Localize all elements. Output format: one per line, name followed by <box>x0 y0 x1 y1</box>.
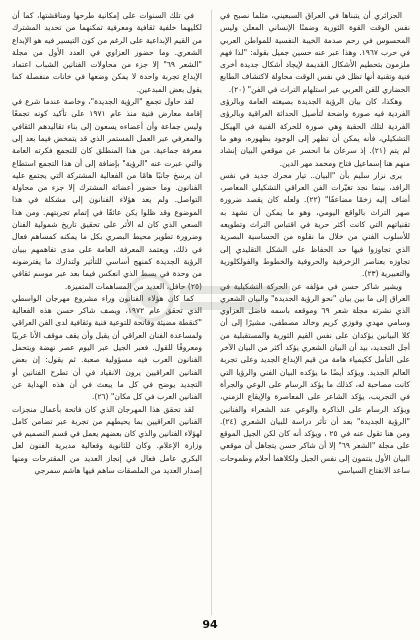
paragraph: لقد حاول تجمع "الرؤية الجديدة"، وخاصة عندما شرع في إقامة معارض فنية منذ عام ١٩٧١ على تأكيد كونه تجمعًا وليس جماعة وأن أعضاءه يسعون إلى بناء تقاليدهم الثقافي والمعرفي عبر العمل المستمر الذي قد يتمخض فيما بعد إلى معرفة جماعية. من هذا المنطلق كان للتجمع فكرته العامة والتي عبرت عنه "الرؤية" بإضافة إلى أن هذا التجمع استطاع ان يرسخ جانبًا هامًا من الفعالية المشتركة التي يجتمع عليه الفنانون. وما حضور أعضائه المشترك إلا جزء من محاولة التواصل. ولم يعد هؤلاء الفنانون إلى مشكلة في هذا الموضوع وقد ظلوا يكن عائقًا في إتمام تجربتهم. ومن هذا السعي الذي كان له الأثر على تحقيق تاريخ شمولية الفنان وضرورة تطوير محيط البصري بكل ما يمكنه كمساهم فعال في ذلك، ويعتمد المعرفة العامة على مدى تفاهمهم ببيان الرؤية الجديدة كمنهج أساسي للتأثير ولتدارك ما يفترضونه من وحدة في بسط الذي انعكس فيما بعد عبر موسم ثقافي (٢٥) حافل، العديد من المساهمات المتميزة. <box>12 97 202 291</box>
paragraph: الجزائري أن يتبناها في العراق السبعيني، مثلما نصبح في نفس الوقت القوة الثورية وضمنًا الإنساني المعلن وليس المحسوس في رحم صدمة الخيبة النفسية للمواطن العربي في حرب ١٩٦٧. وهذا عبر عنه حسين جميل بقوله: "لذا فهم ملزمون بتحطيم الأشكال القديمة لإيجاد أشكال جديدة أخرى فنية وتقنية أنها تظل في نفس الوقت محاولة لاكتشاف الطابع الحضاري للفن العربي عبر استلهام التراث في الفن" (٢٠). <box>220 11 410 94</box>
paragraph: وهكذا، كان بيان الرؤية الجديدة بصيغته العامة وبالرؤى الفردية فيه صورة واضحة لتأصيل الحداثة العراقية وبالرؤى الفردية لتلك الحقبة وهي صورة للحركة الفنية في الهيكل التشكيلي، فأنه يمكن أن تظهر إلى الوجود بظهوره، وهو ما لم يتم (٢١). إذ سرعان ما انحسر عن موقعي البيان إنشاد منهم هنا إسماعيل فتاح ومحمد مهر الدين. <box>220 97 410 168</box>
column-divider <box>211 10 212 615</box>
paragraph: لقد تحقق هذا المهرجان الذي كان فاتحة بأعمال منجزات الفنانين العراقيين بما يحيطهم من تجربة عبر تضامن كامل لهؤلاء الفنانين والذي كان بعضهم يعمل في قسم التصميم في وزارة الإعلام. وكان للثانوية وفعالية مديرية الفنون لعل البكري عامل فعال في إنجاز العديد من المقترحات ومنها إصدار العديد من الملصقات ساهم فيها هاشم سمرجي <box>12 404 202 475</box>
paragraph: كما كان هؤلاء الفنانون وراء مشروع مهرجان الواسطي الذي تحقق عام ١٩٧٢، ويصف شاكر حسن هذه الفعالية "كنقطة مضيئة وفاتحة للتوعية فنية وثقافية لدى الفن العراقي ولمساعدة الفنان العراقي أن يقبل وأن يقف موقف الأنا عربيًا ومعروفًا للقول. فعبر الجيل عبر اليوم عصر نهضة ويتحمل الفنانون العرب فيه مسؤولية صعبة. ثم يقول: إن بعض الفنانين العراقيين يرون الانقياد في أن تطرح الفنانين أو التجديد يوضح في كل ما يبعث في أن هذه الهداية عن الفنانين العرب في كل مكان" (٢٦). <box>12 293 202 402</box>
left-column <box>12 10 202 615</box>
paragraph: ويشير شاكر حسن في مؤلفه عن الحركة التشكيلية في العراق إلى ما بين بيان "نحو الرؤية الجديدة" والبيان الشعري الذي نشرته مجلة شعر ٦٩ وموقعه باسمه فاضل العزاوي وسامي مهدي وفوزي كريم وخالد مصطفى، مشيرًا إلى أن كلا البيانين يؤكدان على نفس القيم الثورية والمستقبلية من أجل التجديد، بيد أن البيان الشعري يؤكد أكثر من البيان الآخر على التأمل ككيمياء هامة من قيم الإبداع الجديد وعلى تجربة العالم الجديد. ويؤكد أيضًا ما يؤكده البيان الفني والرؤيا التي كانت مصاحبة له، كذلك ما يؤكد الرسام على الوعي والجرأة في التجريب، يؤكد الشاعر على المعاصرة والإيقاع الزمني، ويؤكد الرسام على الذاكرة والوعي عند الشعراء والفنانين "الرؤية الجديدة" بعد أن تأثر دراسة للبيان الشعري (٢٤). ومن هنا تقول عنه في ٢٥ ، ويؤكد أنه كان لكن الجيل الموقع على مجلة "الشعر ٦٩" إلا أن شاكر حسن يتجاهل أن موقعي البيان الأول ينتمون إلى نفس الجيل ولكلاهما أحلام وطموحات ساعد الانفتاح السياسي <box>220 281 410 475</box>
page-number: 94 <box>202 618 218 631</box>
paragraph: يرى نزار سليم بأن "البيان.. تيار محرك جديد في نفس الرافد، بينما نجد تغيّرات الفن العراقي التشكيلي المعاصر، أضاف إليه زخمًا مضاعفًا" (٢٢). ولعله كان يقصد ضرورة صهر التراث بالواقع اليومي، وهو ما يمكن أن نشهد به تقنياتهم التي كانت أكثر حرية في اقتباس التراث وتطويعه للأسلوب الفني من خلال ما نقلوه من الحساسية البصرية الذي تجاوزوا فيها حد الحفاظ على الشكل التقليدي إلى تجاوزه بعناصر الزخرفية والحروفية والخطوط والفولكلورية والتعبيرية (٢٣). <box>220 170 410 279</box>
paragraph: في تلك السنوات على إمكانية طرحها ومناقشتها، كما أن لكليهما خلفية ثقافية ومعرفية تمكنهما من تحديد المشترك من القيم الإبداعية على الرغم من كون التيسير فيه هو الإبداع الشعري. وما حضور العزاوي في العدد الأول من مجلة "الشعر ٦٩" إلا جزء من محاولات الفنانين الشباب اعتماد الإبداع تجربة واحدة لا يمكن وضعها في خانات منفصلة كما يقول بعض المبدعين. <box>12 11 202 94</box>
article-page <box>12 10 410 615</box>
right-column <box>220 10 410 615</box>
